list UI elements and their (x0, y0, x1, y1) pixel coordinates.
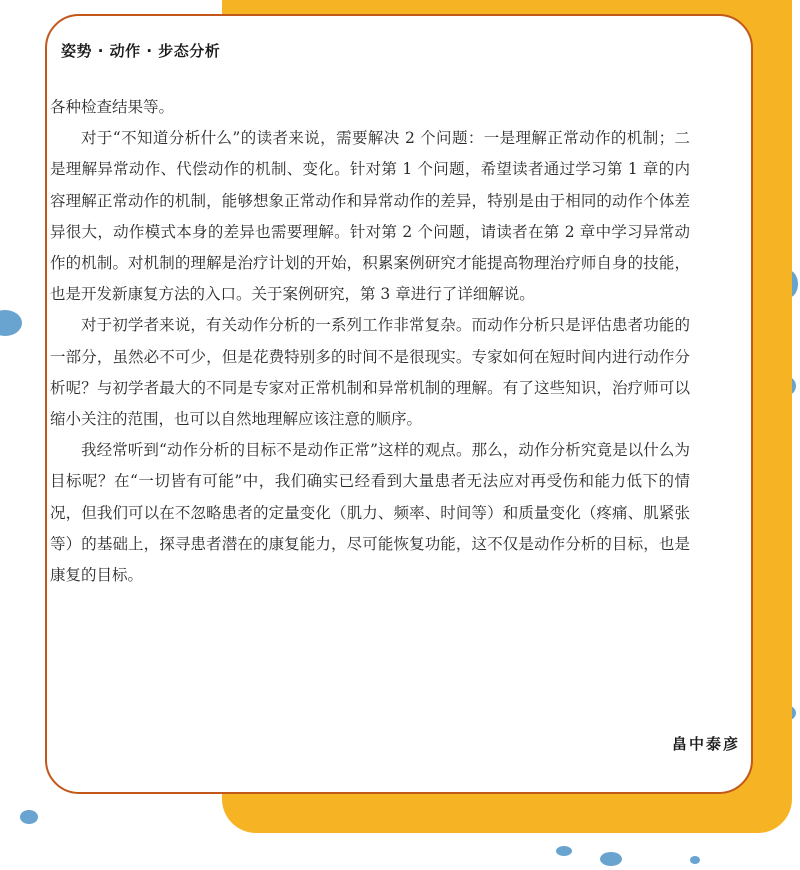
paragraph: 对于“不知道分析什么”的读者来说，需要解决 2 个问题：一是理解正常动作的机制；二是理解异常动作、代偿动作的机制、变化。针对第 1 个问题，希望读者通过学习第 1 章的内容理解正常动作的机制，能够想象正常动作和异常动作的差异，特别是由于相同的动作个体差异很大，动作模式本身的差异也需要理解。针对第 2 个问题，请读者在第 2 章中学习异常动作的机制。对机制的理解是治疗计划的开始，积累案例研究才能提高物理治疗师自身的技能，也是开发新康复方法的入口。关于案例研究，第 3 章进行了详细解说。 (50, 129, 690, 304)
ink-splash (0, 310, 22, 336)
author-signature: 畠中泰彦 (671, 735, 740, 753)
ink-splash (600, 852, 622, 866)
ink-splash (20, 810, 38, 824)
paragraph: 我经常听到“动作分析的目标不是动作正常”这样的观点。那么，动作分析究竟是以什么为目标呢？在“一切皆有可能”中，我们确实已经看到大量患者无法应对再受伤和能力低下的情况，但我们可以在不忽略患者的定量变化（肌力、频率、时间等）和质量变化（疼痛、肌紧张等）的基础上，探寻患者潜在的康复能力，尽可能恢复功能，这不仅是动作分析的目标，也是康复的目标。 (50, 441, 690, 585)
paragraph: 对于初学者来说，有关动作分析的一系列工作非常复杂。而动作分析只是评估患者功能的一部分，虽然必不可少，但是花费特别多的时间不是很现实。专家如何在短时间内进行动作分析呢？与初学者最大的不同是专家对正常机制和异常机制的理解。有了这些知识，治疗师可以缩小关注的范围，也可以自然地理解应该注意的顺序。 (50, 316, 690, 429)
paragraph: 各种检查结果等。 (50, 98, 175, 116)
body-text (50, 92, 690, 591)
ink-splash (690, 856, 700, 864)
ink-splash (556, 846, 572, 856)
page-header-title: 姿势 · 动作 · 步态分析 (61, 42, 221, 60)
